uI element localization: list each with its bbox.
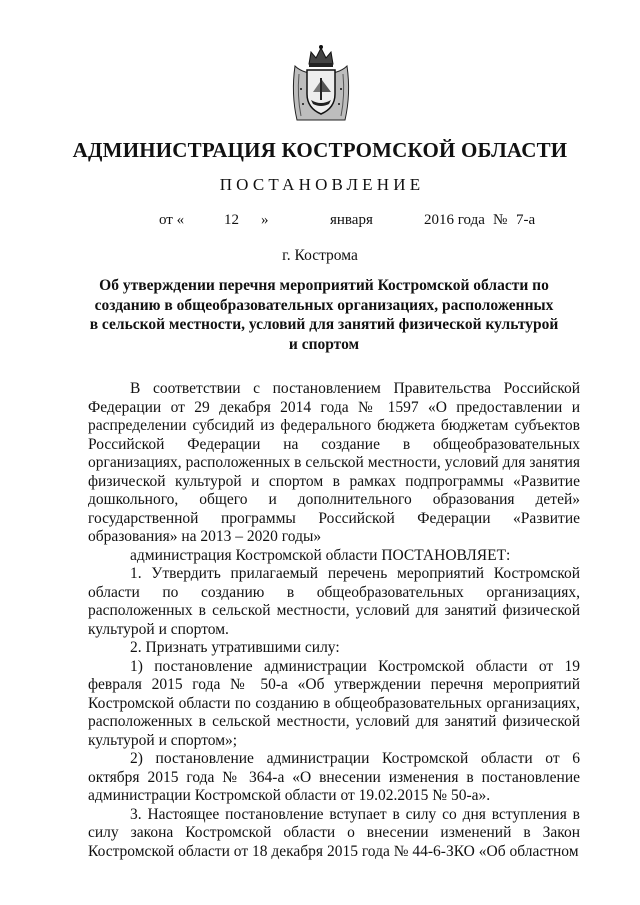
document-number: 7-а <box>516 212 536 228</box>
document-type: ПОСТАНОВЛЕНИЕ <box>219 175 425 194</box>
body-paragraph: 1) постановление администрации Костромской области от 19 февраля 2015 года № 50-а «Об утверждении перечня мероприятий Костромской области по созданию в общеобразовательных организациях, расположенных в сельской местности, условий для занятий физической культурой и спортом»; <box>88 657 580 749</box>
title-line: и спортом <box>288 335 360 353</box>
title-line: созданию в общеобразовательных организациях, расположенных <box>94 296 554 314</box>
date-year: 2016 года <box>424 212 485 228</box>
date-prefix: от « <box>159 212 185 228</box>
body-paragraph: В соответствии с постановлением Правительства Российской Федерации от 29 декабря 2014 года № 1597 «О предоставлении и распределении субсидий из федерального бюджета бюджетам субъектов Российской Федерации на создание в общеобразовательных организациях, расположенных в сельской местности, условий для занятия физической культурой и спортом в рамках подпрограммы «Развитие дошкольного, общего и дополнительного образования детей» государственной программы Российской Федерации «Развитие образования» на 2013 – 2020 годы» <box>88 380 580 545</box>
date-close-quote: » <box>261 212 269 228</box>
body-paragraph: 2. Признать утратившими силу: <box>130 639 340 656</box>
number-sign: № <box>493 212 508 228</box>
document-title <box>70 276 578 354</box>
date-month: января <box>330 212 373 228</box>
title-line: в сельской местности, условий для занятий физической культурой <box>89 316 559 333</box>
body-paragraph: 1. Утвердить прилагаемый перечень мероприятий Костромской области по созданию в общеобразовательных организациях, расположенных в сельской местности, условий для занятий физической культурой и спортом. <box>88 565 580 638</box>
city: г. Кострома <box>282 247 358 264</box>
document-body <box>88 380 580 861</box>
title-line: Об утверждении перечня мероприятий Костромской области по <box>99 277 549 294</box>
date-day: 12 <box>224 212 239 228</box>
coat-of-arms-icon <box>289 44 353 126</box>
organization-name: АДМИНИСТРАЦИЯ КОСТРОМСКОЙ ОБЛАСТИ <box>72 138 568 162</box>
body-paragraph: 2) постановление администрации Костромской области от 6 октября 2015 года № 364-а «О внесении изменения в постановление администрации Костромской области от 19.02.2015 № 50-а». <box>88 750 580 804</box>
body-paragraph: администрация Костромской области ПОСТАНОВЛЯЕТ: <box>130 546 511 564</box>
body-paragraph: 3. Настоящее постановление вступает в силу со дня вступления в силу закона Костромской области о внесении изменений в Закон Костромской области от 18 декабря 2015 года № 44-6-ЗКО «Об областном <box>88 805 580 860</box>
